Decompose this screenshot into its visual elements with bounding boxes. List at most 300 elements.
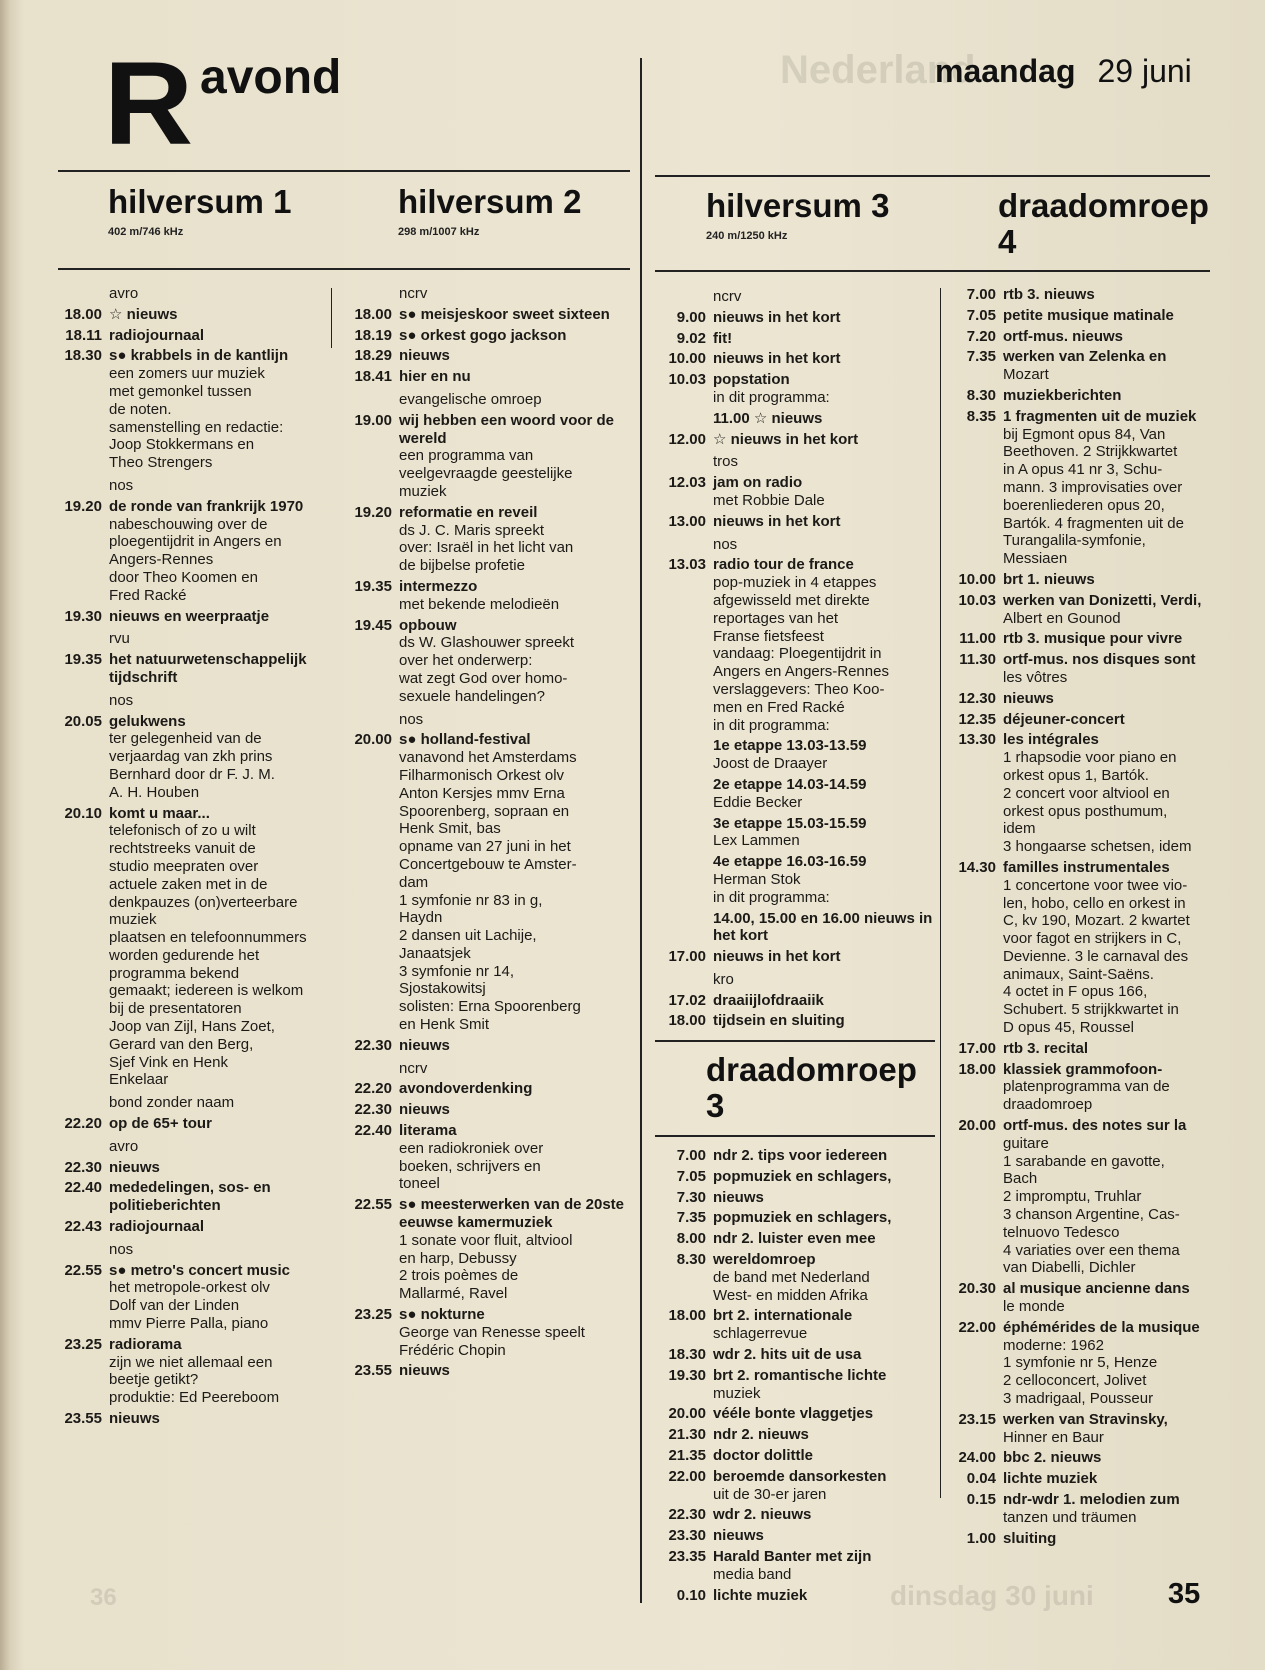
broadcaster-label — [340, 711, 630, 729]
program-time: 20.00 — [668, 1405, 706, 1423]
program-description-line: boeken, schrijvers en — [399, 1157, 541, 1175]
program-time: 17.00 — [958, 1039, 996, 1057]
program-entry — [50, 327, 335, 345]
program-entry — [944, 690, 1212, 708]
program-time: 22.00 — [958, 1318, 996, 1336]
station-heading-h2: hilversum 2 — [398, 183, 582, 220]
program-time: 0.10 — [676, 1586, 706, 1604]
program-title: vééle bonte vlaggetjes — [713, 1405, 874, 1423]
program-entry — [340, 578, 630, 614]
program-time: 22.40 — [64, 1179, 102, 1197]
program-title: brt 2. romantische lichte — [713, 1366, 887, 1384]
rule-draad3-top — [655, 1040, 935, 1042]
program-entry — [654, 815, 939, 851]
program-title: ortf-mus. des notes sur la — [1003, 1117, 1187, 1135]
program-entry — [340, 1362, 630, 1380]
program-time: 10.03 — [958, 591, 996, 609]
program-description-line: veelgevraagde geestelijke — [399, 465, 573, 483]
program-title: radiojournaal — [109, 1218, 205, 1236]
program-time: 7.30 — [676, 1188, 706, 1206]
program-title: op de 65+ tour — [109, 1115, 212, 1133]
program-description-line: sexuele handelingen? — [399, 687, 545, 705]
program-entry — [654, 1209, 939, 1227]
broadcaster-label — [654, 453, 939, 471]
program-entry — [654, 737, 939, 773]
broadcaster-label — [50, 1138, 335, 1156]
broadcaster-label — [340, 1060, 630, 1078]
program-title: s● meisjeskoor sweet sixteen — [399, 305, 610, 323]
program-title: nieuws in het kort — [713, 308, 841, 326]
program-time: 18.19 — [354, 326, 392, 344]
program-description-line: Anton Kersjes mmv Erna — [399, 784, 565, 802]
program-title: déjeuner-concert — [1003, 710, 1125, 728]
program-description-line: Franse fietsfeest — [713, 627, 824, 645]
program-description-line: Devienne. 3 le carnaval des — [1003, 947, 1189, 965]
program-entry — [654, 350, 939, 368]
program-time: 0.15 — [966, 1491, 996, 1508]
program-entry — [340, 504, 630, 575]
program-time: 11.00 — [959, 630, 996, 648]
program-time — [654, 410, 713, 428]
center-divider — [640, 58, 642, 1603]
program-time: 19.30 — [64, 607, 102, 625]
program-time: 18.30 — [668, 1345, 706, 1363]
program-description-line: ds J. C. Maris spreekt — [399, 521, 545, 539]
station-freq-h2: 298 m/1007 kHz — [398, 226, 480, 238]
program-entry — [944, 1040, 1212, 1058]
broadcaster-name: nos — [109, 691, 134, 709]
rule-left-top — [58, 170, 630, 172]
program-entry — [944, 1530, 1212, 1548]
program-entry — [340, 731, 630, 1034]
program-title: éphémérides de la musique — [1003, 1318, 1200, 1336]
program-description-line: Bartók. 4 fragmenten uit de — [1003, 514, 1184, 532]
program-time: 19.20 — [64, 497, 102, 515]
program-title: ndr 2. nieuws — [713, 1426, 809, 1444]
program-title: popstation — [713, 371, 790, 389]
broadcaster-label — [50, 1094, 335, 1112]
program-entry — [340, 1306, 630, 1359]
program-description-line: studio meepraten over — [109, 857, 259, 875]
program-entry — [944, 408, 1212, 568]
program-title: 11.00 ☆ nieuws — [713, 409, 823, 427]
program-title: komt u maar... — [109, 804, 210, 822]
program-title: nieuws — [399, 1036, 450, 1054]
program-entry — [654, 1367, 939, 1403]
broadcaster-name: ncrv — [399, 1059, 428, 1077]
program-entry — [944, 1470, 1212, 1488]
program-description-line: orkest opus posthumum, — [1003, 802, 1168, 820]
program-description-line: 2 impromptu, Truhlar — [1003, 1188, 1142, 1206]
program-time: 19.35 — [354, 577, 392, 595]
program-time: 12.03 — [668, 474, 706, 492]
program-description-line: draadomroep — [1003, 1096, 1093, 1114]
program-title: 1e etappe 13.03-13.59 — [713, 737, 867, 755]
program-description-line: len, hobo, cello en orkest in — [1003, 894, 1186, 912]
program-title: sluiting — [1003, 1529, 1057, 1547]
program-entry — [50, 805, 335, 1090]
program-title: 1 fragmenten uit de muziek — [1003, 407, 1197, 425]
program-entry — [654, 1189, 939, 1207]
broadcaster-name: nos — [399, 710, 424, 728]
broadcaster-label — [654, 536, 939, 554]
program-title: radiojournaal — [109, 326, 205, 344]
broadcaster-label — [340, 391, 630, 409]
program-time: 23.25 — [64, 1335, 102, 1353]
schedule-hilversum-3 — [654, 283, 939, 1030]
program-time: 11.30 — [959, 651, 996, 669]
program-description-line: 1 symfonie nr 83 in g, — [399, 891, 543, 909]
program-entry — [654, 1307, 939, 1343]
program-title: popmuziek en schlagers, — [713, 1167, 892, 1185]
program-entry — [944, 387, 1212, 405]
program-title: ndr 2. tips voor iedereen — [713, 1147, 888, 1164]
program-title: nieuws — [713, 1527, 764, 1545]
program-description-line: programma bekend — [109, 964, 240, 982]
program-time: 10.00 — [958, 570, 996, 588]
program-description-line: D opus 45, Roussel — [1003, 1019, 1134, 1037]
program-time: 7.00 — [966, 286, 996, 303]
program-time: 18.00 — [668, 1307, 706, 1325]
program-title: nieuws — [109, 1158, 160, 1176]
program-time: 23.55 — [354, 1362, 392, 1380]
program-entry — [654, 1405, 939, 1423]
program-description-line: Hinner en Baur — [1003, 1428, 1104, 1446]
program-entry — [654, 1147, 939, 1165]
program-entry — [50, 651, 335, 687]
program-entry — [654, 1251, 939, 1304]
program-entry — [944, 1117, 1212, 1277]
program-entry — [340, 412, 630, 501]
program-description-line: over: Israël in het licht van — [399, 539, 574, 557]
program-time: 22.55 — [64, 1261, 102, 1279]
program-description-line: 1 sonate voor fluit, altviool — [399, 1231, 573, 1249]
program-time: 22.43 — [64, 1218, 102, 1236]
program-title: petite musique matinale — [1003, 306, 1174, 324]
program-title: familles instrumentales — [1003, 858, 1170, 876]
program-description-line: telnuovo Tedesco — [1003, 1223, 1120, 1241]
program-description-line: platenprogramma van de — [1003, 1078, 1170, 1096]
program-description-line: Filharmonisch Orkest olv — [399, 766, 565, 784]
program-description-line: Enkelaar — [109, 1071, 169, 1089]
program-time: 7.35 — [966, 348, 996, 366]
program-title: s● metro's concert music — [109, 1261, 291, 1279]
program-description-line: men en Fred Racké — [713, 698, 845, 716]
broadcaster-label — [50, 630, 335, 648]
program-time: 22.20 — [64, 1115, 102, 1133]
broadcaster-label — [340, 285, 630, 303]
program-entry — [654, 330, 939, 348]
program-description-line: het metropole-orkest olv — [109, 1279, 270, 1297]
program-time: 17.00 — [668, 948, 706, 966]
program-title: reformatie en reveil — [399, 503, 538, 521]
program-entry — [340, 347, 630, 365]
program-entry — [944, 592, 1212, 628]
program-time: 21.30 — [668, 1426, 706, 1444]
program-time: 13.30 — [958, 731, 996, 749]
program-title: les intégrales — [1003, 731, 1099, 749]
program-time — [654, 910, 713, 946]
rule-right-top — [655, 175, 1210, 177]
program-description-line: Herman Stok — [713, 870, 801, 888]
broadcaster-label — [50, 285, 335, 303]
program-description-line: Albert en Gounod — [1003, 609, 1121, 627]
program-time: 10.00 — [668, 350, 706, 368]
program-time: 22.30 — [354, 1036, 392, 1054]
program-title: bbc 2. nieuws — [1003, 1449, 1102, 1467]
program-description-line: Theo Strengers — [109, 454, 213, 472]
program-description-line: Frédéric Chopin — [399, 1341, 506, 1359]
program-description-line: Messiaen — [1003, 550, 1068, 568]
program-description-line: met Robbie Dale — [713, 491, 825, 509]
program-title: ndr-wdr 1. melodien zum — [1003, 1491, 1180, 1508]
program-title: beroemde dansorkesten — [713, 1467, 887, 1485]
program-description-line: samenstelling en redactie: — [109, 418, 284, 436]
program-description-line: Beethoven. 2 Strijkkwartet — [1003, 443, 1178, 461]
bleed-through-bottom: dinsdag 30 juni — [890, 1580, 1094, 1611]
program-description-line: Dolf van der Linden — [109, 1297, 240, 1315]
program-description-line: nabeschouwing over de — [109, 515, 268, 533]
program-title: ortf-mus. nieuws — [1003, 327, 1124, 345]
program-time: 20.30 — [958, 1280, 996, 1298]
program-entry — [654, 992, 939, 1010]
program-title: wdr 2. hits uit de usa — [713, 1345, 862, 1363]
program-title: s● nokturne — [399, 1306, 485, 1324]
station-heading-h1: hilversum 1 — [108, 183, 292, 220]
program-description-line: C, kv 190, Mozart. 2 kwartet — [1003, 912, 1190, 930]
program-entry — [654, 1447, 939, 1465]
section-logo-letter: R — [103, 38, 189, 170]
program-time: 12.00 — [668, 430, 706, 448]
program-time: 23.55 — [64, 1410, 102, 1428]
program-entry — [50, 1262, 335, 1333]
program-title: radiorama — [109, 1335, 182, 1353]
program-description-line: George van Renesse speelt — [399, 1323, 585, 1341]
program-description-line: Sjef Vink en Henk — [109, 1053, 228, 1071]
broadcaster-name: tros — [713, 453, 739, 471]
program-time: 18.00 — [64, 305, 102, 323]
program-title: Harald Banter met zijn — [713, 1547, 872, 1565]
program-time: 18.00 — [958, 1060, 996, 1078]
program-title: werken van Zelenka en — [1003, 348, 1167, 366]
program-description-line: en Henk Smit — [399, 1016, 490, 1034]
program-entry — [340, 368, 630, 386]
program-description-line: animaux, Saint-Saëns. — [1003, 965, 1154, 983]
program-title: nieuws — [109, 1410, 160, 1428]
program-title: fit! — [713, 329, 733, 347]
program-entry — [944, 328, 1212, 346]
program-description-line: 3 chanson Argentine, Cas- — [1003, 1206, 1180, 1224]
program-entry — [944, 651, 1212, 687]
program-title: opbouw — [399, 616, 457, 634]
program-entry — [654, 1426, 939, 1444]
station-heading-h3: hilversum 3 — [706, 187, 890, 224]
program-description-line: afgewisseld met direkte — [713, 591, 870, 609]
program-description-line: A. H. Houben — [109, 783, 200, 801]
broadcaster-name: rvu — [109, 630, 130, 648]
program-entry — [50, 347, 335, 472]
program-description-line: van Diabelli, Dichler — [1003, 1259, 1136, 1277]
program-title: s● krabbels in de kantlijn — [109, 347, 289, 365]
program-time: 19.45 — [354, 616, 392, 634]
broadcaster-name: avro — [109, 285, 139, 302]
program-entry — [50, 1179, 335, 1215]
date: 29 juni — [1097, 53, 1192, 89]
program-title: wereldomroep — [713, 1250, 816, 1268]
program-title: avondoverdenking — [399, 1080, 533, 1098]
program-time: 14.30 — [958, 858, 996, 876]
program-description-line: Sjostakowitsj — [399, 980, 486, 998]
program-time: 18.00 — [354, 305, 392, 323]
program-time: 18.30 — [64, 347, 102, 365]
program-description-line: vanavond het Amsterdams — [399, 749, 577, 767]
program-title: werken van Stravinsky, — [1003, 1410, 1168, 1428]
program-time: 22.40 — [354, 1122, 392, 1140]
program-description-line: met gemonkel tussen — [109, 382, 252, 400]
program-title: s● holland-festival — [399, 731, 531, 749]
program-entry — [944, 348, 1212, 384]
program-title: nieuws — [713, 1188, 764, 1206]
program-title: de ronde van frankrijk 1970 — [109, 497, 304, 515]
program-entry — [944, 571, 1212, 589]
broadcaster-name: bond zonder naam — [109, 1094, 235, 1112]
program-description-line: idem — [1003, 820, 1036, 838]
program-title: nieuws in het kort — [713, 350, 841, 368]
program-time: 8.30 — [966, 386, 996, 404]
program-time: 13.00 — [668, 512, 706, 530]
program-title: wij hebben een woord voor de wereld — [399, 411, 615, 447]
program-time: 1.00 — [966, 1529, 996, 1547]
program-time: 12.30 — [958, 689, 996, 707]
program-description-line: met bekende melodieën — [399, 595, 560, 613]
program-title: 2e etappe 14.03-14.59 — [713, 775, 867, 793]
broadcaster-label — [654, 971, 939, 989]
program-description-line: bij de presentatoren — [109, 1000, 242, 1018]
bleed-through-page-number: 36 — [90, 1584, 117, 1611]
schedule-hilversum-2 — [340, 280, 630, 1380]
program-description-line: Haydn — [399, 909, 443, 927]
program-title: wdr 2. nieuws — [713, 1506, 812, 1524]
program-description-line: Janaatsjek — [399, 944, 471, 962]
program-description-line: 2 dansen uit Lachije, — [399, 927, 537, 945]
program-title: klassiek grammofoon- — [1003, 1060, 1163, 1078]
program-description-line: le monde — [1003, 1298, 1065, 1316]
program-title: gelukwens — [109, 712, 186, 730]
program-description-line: gemaakt; iedereen is welkom — [109, 982, 304, 1000]
program-description-line: Angers en Angers-Rennes — [713, 663, 889, 681]
program-entry — [944, 1319, 1212, 1408]
rule-draad3-bottom — [655, 1135, 935, 1137]
program-entry — [654, 474, 939, 510]
program-entry — [50, 306, 335, 324]
program-description-line: pop-muziek in 4 etappes — [713, 574, 877, 592]
program-description-line: guitare — [1003, 1134, 1049, 1152]
program-time: 19.30 — [668, 1366, 706, 1384]
program-time: 24.00 — [958, 1449, 996, 1467]
rule-left-bottom — [58, 268, 630, 270]
program-time: 17.02 — [668, 991, 706, 1009]
program-entry — [654, 371, 939, 407]
program-description-line: 4 octet in F opus 166, — [1003, 983, 1148, 1001]
program-description-line: een radiokroniek over — [399, 1139, 544, 1157]
program-description-line: Joost de Draayer — [713, 755, 828, 773]
program-time: 8.00 — [676, 1230, 706, 1248]
program-entry — [654, 948, 939, 966]
program-description-line: opname van 27 juni in het — [399, 838, 571, 856]
program-description-line: 3 madrigaal, Pousseur — [1003, 1390, 1154, 1408]
program-time: 12.35 — [958, 710, 996, 728]
program-description-line: de band met Nederland — [713, 1268, 870, 1286]
program-description-line: 2 celloconcert, Jolivet — [1003, 1372, 1147, 1390]
program-description-line: door Theo Koomen en — [109, 568, 258, 586]
program-description-line: ds W. Glashouwer spreekt — [399, 634, 575, 652]
program-title: popmuziek en schlagers, — [713, 1209, 892, 1227]
program-description-line: worden gedurende het — [109, 946, 260, 964]
program-entry — [944, 859, 1212, 1037]
column-divider-3 — [940, 288, 941, 1498]
program-title: ☆ nieuws in het kort — [713, 430, 859, 448]
bleed-through-top: Nederland — [780, 48, 976, 92]
program-title: radio tour de france — [713, 556, 854, 574]
program-entry — [340, 1196, 630, 1303]
program-title: werken van Donizetti, Verdi, — [1003, 591, 1202, 609]
program-description-line: 1 rhapsodie voor piano en — [1003, 749, 1177, 767]
program-description-line: in dit programma: — [713, 388, 830, 406]
program-description-line: uit de 30-er jaren — [713, 1485, 827, 1503]
program-title: nieuws — [399, 347, 450, 365]
schedule-hilversum-1 — [50, 280, 335, 1428]
program-description-line: en harp, Debussy — [399, 1249, 517, 1267]
program-entry — [340, 617, 630, 706]
program-title: brt 1. nieuws — [1003, 570, 1095, 588]
program-description-line: ploegentijdrit in Angers en — [109, 533, 282, 551]
program-description-line: Mallarmé, Ravel — [399, 1285, 508, 1303]
program-entry — [340, 1122, 630, 1193]
program-time: 20.00 — [354, 731, 392, 749]
program-description-line: Concertgebouw te Amster- — [399, 855, 577, 873]
program-description-line: mann. 3 improvisaties over — [1003, 478, 1183, 496]
program-title: literama — [399, 1122, 457, 1140]
program-entry — [50, 608, 335, 626]
program-time: 22.30 — [64, 1158, 102, 1176]
broadcaster-label — [654, 288, 939, 306]
program-entry — [654, 910, 939, 946]
program-entry — [654, 853, 939, 906]
program-title: 3e etappe 15.03-15.59 — [713, 814, 867, 832]
program-title: mededelingen, sos- en politieberichten — [109, 1179, 271, 1215]
program-entry — [654, 1468, 939, 1504]
program-description-line: muziek — [399, 482, 447, 500]
program-entry — [50, 1410, 335, 1428]
station-freq-h3: 240 m/1250 kHz — [706, 230, 788, 242]
program-entry — [50, 1336, 335, 1407]
program-title: nieuws — [399, 1362, 450, 1380]
program-time: 8.35 — [966, 407, 996, 425]
program-description-line: 3 hongaarse schetsen, idem — [1003, 838, 1192, 856]
program-title: jam on radio — [713, 474, 803, 492]
program-description-line: plaatsen en telefoonnummers — [109, 929, 307, 947]
program-entry — [654, 1506, 939, 1524]
program-description-line: orkest opus 1, Bartók. — [1003, 766, 1149, 784]
program-description-line: beetje getikt? — [109, 1371, 199, 1389]
program-description-line: muziek — [109, 911, 157, 929]
program-entry — [654, 1230, 939, 1248]
program-description-line: West- en midden Afrika — [713, 1286, 868, 1304]
program-entry — [654, 431, 939, 449]
program-title: draaiijlofdraaiik — [713, 991, 824, 1009]
program-description-line: ter gelegenheid van de — [109, 730, 262, 748]
program-entry — [944, 711, 1212, 729]
